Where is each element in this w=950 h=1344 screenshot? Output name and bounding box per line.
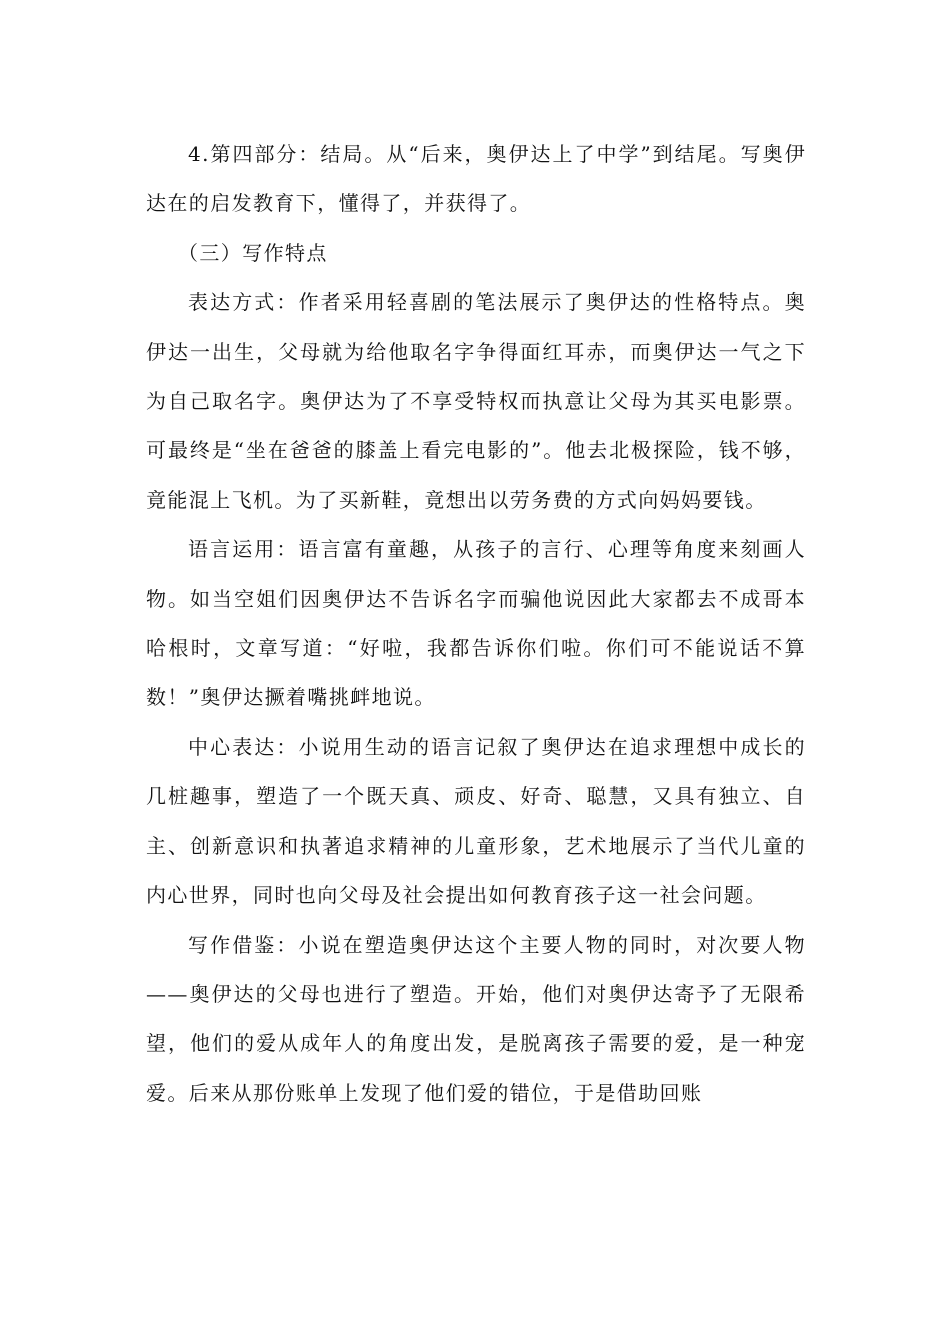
- paragraph-central-expression: 中心表达：小说用生动的语言记叙了奥伊达在追求理想中成长的几桩趣事，塑造了一个既天真、顽皮、好奇、聪慧，又具有独立、自主、创新意识和执著追求精神的儿童形象，艺术地展示了当代儿童的内心世界，同时也向父母及社会提出如何教育孩子这一社会问题。: [146, 734, 806, 908]
- section-heading-writing-features: （三）写作特点: [178, 240, 328, 265]
- document-page: [146, 130, 806, 1118]
- paragraph-language-use: 语言运用：语言富有童趣，从孩子的言行、心理等角度来刻画人物。如当空姐们因奥伊达不告诉名字而骗他说因此大家都去不成哥本哈根时，文章写道：“好啦，我都告诉你们啦。你们可不能说话不算数！”奥伊达撅着嘴挑衅地说。: [146, 537, 806, 710]
- paragraph-part-four: 4.第四部分：结局。从“后来，奥伊达上了中学”到结尾。写奥伊达在的启发教育下，懂得了，并获得了。: [146, 142, 806, 216]
- paragraph-writing-reference: 写作借鉴：小说在塑造奥伊达这个主要人物的同时，对次要人物——奥伊达的父母也进行了塑造。开始，他们对奥伊达寄予了无限希望，他们的爱从成年人的角度出发，是脱离孩子需要的爱，是一种宠爱。后来从那份账单上发现了他们爱的错位，于是借助回账: [146, 932, 806, 1105]
- paragraph-expression-method: 表达方式：作者采用轻喜剧的笔法展示了奥伊达的性格特点。奥伊达一出生，父母就为给他取名字争得面红耳赤，而奥伊达一气之下为自己取名字。奥伊达为了不享受特权而执意让父母为其买电影票。可最终是“坐在爸爸的膝盖上看完电影的”。他去北极探险，钱不够，竟能混上飞机。为了买新鞋，竟想出以劳务费的方式向妈妈要钱。: [146, 290, 806, 512]
